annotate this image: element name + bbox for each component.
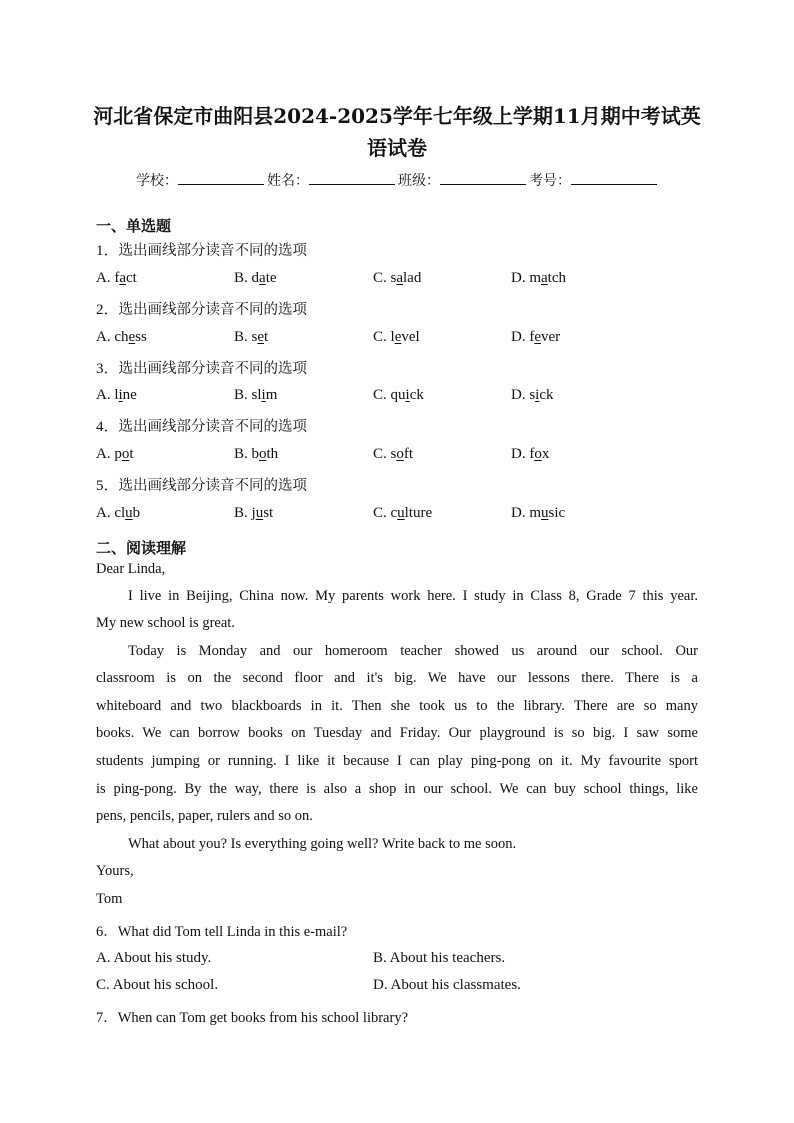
question-number: 4．: [96, 419, 119, 435]
option-text: ss: [135, 329, 147, 345]
option-text: ck: [409, 387, 424, 403]
underlined-letter: e: [128, 329, 136, 345]
option-a[interactable]: [96, 270, 137, 287]
question-1: [96, 239, 307, 260]
underlined-letter: a: [259, 270, 266, 286]
section-heading-reading: 二、阅读理解: [96, 539, 187, 557]
passage-line: My new school is great.: [96, 615, 235, 631]
option-d[interactable]: [511, 387, 554, 404]
option-text: B. s: [234, 329, 258, 345]
option-text: vel: [401, 329, 420, 345]
underlined-letter: u: [541, 505, 549, 521]
underlined-letter: o: [259, 446, 267, 462]
question-number: 2．: [96, 302, 119, 318]
option-c[interactable]: [373, 270, 421, 287]
number-label: 考号：: [529, 173, 571, 189]
title-line-2: 语试卷: [367, 136, 427, 160]
question-2: [96, 298, 307, 319]
option-text: A. cl: [96, 505, 126, 521]
option-b[interactable]: [234, 387, 277, 404]
underlined-letter: a: [396, 270, 404, 286]
option-text: ne: [122, 387, 137, 403]
option-text: b: [132, 505, 141, 521]
option-text: A. p: [96, 446, 122, 462]
option-text: C. qu: [373, 387, 406, 403]
option-text: C. l: [373, 329, 395, 345]
question-text: 选出画线部分读音不同的选项: [118, 361, 308, 377]
option-a[interactable]: [96, 329, 147, 346]
option-a[interactable]: [96, 446, 134, 463]
passage-line: classroom is on the second floor and it's big. We have our lessons there. There is a: [96, 670, 698, 686]
option-a[interactable]: A. About his study.: [96, 950, 212, 966]
class-blank[interactable]: [440, 170, 526, 185]
option-text: lad: [403, 270, 422, 286]
question-text: 选出画线部分读音不同的选项: [118, 419, 308, 435]
option-text: x: [541, 446, 550, 462]
option-text: C. s: [373, 446, 397, 462]
underlined-letter: a: [541, 270, 548, 286]
question-number: 5．: [96, 478, 119, 494]
underlined-letter: i: [405, 387, 410, 403]
option-text: A. l: [96, 387, 119, 403]
underlined-letter: u: [255, 505, 264, 521]
option-text: ft: [403, 446, 414, 462]
option-d[interactable]: [511, 329, 560, 346]
underlined-letter: u: [397, 505, 405, 521]
letter-signature: Tom: [96, 891, 123, 907]
option-text: m: [265, 387, 278, 403]
underlined-letter: a: [119, 270, 126, 286]
option-b[interactable]: [234, 446, 278, 463]
option-d[interactable]: [511, 446, 549, 463]
question-5: [96, 474, 307, 495]
option-b[interactable]: [234, 505, 273, 522]
option-text: ct: [126, 270, 137, 286]
passage-line: books. We can borrow books on Tuesday and Friday. Our playground is so big. I saw some: [96, 725, 698, 741]
option-text: D. f: [511, 446, 535, 462]
option-text: A. ch: [96, 329, 129, 345]
option-text: B. sl: [234, 387, 262, 403]
option-text: C. s: [373, 270, 397, 286]
option-c[interactable]: C. About his school.: [96, 977, 219, 993]
underlined-letter: e: [394, 329, 402, 345]
exam-title: [80, 100, 714, 164]
option-d[interactable]: [511, 270, 566, 287]
option-text: D. m: [511, 505, 541, 521]
option-a[interactable]: [96, 505, 140, 522]
question-6: 6．What did Tom tell Linda in this e-mail?: [96, 924, 348, 940]
option-b[interactable]: [234, 270, 277, 287]
student-info-row: [0, 170, 794, 190]
option-b[interactable]: B. About his teachers.: [373, 950, 506, 966]
option-text: ck: [539, 387, 554, 403]
question-3: [96, 357, 307, 378]
question-number: 3．: [96, 361, 119, 377]
option-b[interactable]: [234, 329, 268, 346]
underlined-letter: i: [261, 387, 266, 403]
option-c[interactable]: [373, 505, 432, 522]
underlined-letter: e: [257, 329, 265, 345]
passage-line: pens, pencils, paper, rulers and so on.: [96, 808, 313, 824]
option-text: th: [266, 446, 279, 462]
option-text: C. c: [373, 505, 398, 521]
underlined-letter: i: [535, 387, 540, 403]
passage-line: What about you? Is everything going well? Write back to me soon.: [128, 836, 517, 852]
option-text: B. j: [234, 505, 256, 521]
passage-line: whiteboard and two blackboards in it. Then she took us to the library. There are so many: [96, 698, 698, 714]
number-blank[interactable]: [571, 170, 657, 185]
question-4: [96, 415, 307, 436]
option-text: D. m: [511, 270, 541, 286]
section-heading-multiple-choice: 一、单选题: [96, 217, 172, 235]
passage-line: is ping-pong. By the way, there is also a shop in our school. We can buy school things, like: [96, 781, 698, 797]
option-d[interactable]: D. About his classmates.: [373, 977, 521, 993]
passage-line: I live in Beijing, China now. My parents work here. I study in Class 8, Grade 7 this year.: [128, 588, 698, 604]
option-text: te: [265, 270, 277, 286]
letter-closing: Yours,: [96, 863, 134, 879]
option-d[interactable]: [511, 505, 565, 522]
option-text: ver: [541, 329, 561, 345]
option-a[interactable]: [96, 387, 137, 404]
underlined-letter: o: [534, 446, 542, 462]
passage-line: students jumping or running. I like it because I can play ping-pong on it. My favourite sport: [96, 753, 698, 769]
school-label: 学校：: [136, 173, 178, 189]
option-text: D. s: [511, 387, 536, 403]
question-number: 1．: [96, 243, 119, 259]
option-text: lture: [404, 505, 433, 521]
option-c[interactable]: [373, 329, 420, 346]
option-c[interactable]: [373, 446, 413, 463]
underlined-letter: u: [125, 505, 133, 521]
underlined-letter: o: [396, 446, 404, 462]
option-text: B. d: [234, 270, 260, 286]
underlined-letter: i: [118, 387, 123, 403]
passage-line: Today is Monday and our homeroom teacher showed us around our school. Our: [128, 643, 698, 659]
option-text: B. b: [234, 446, 260, 462]
question-text: 选出画线部分读音不同的选项: [118, 478, 308, 494]
option-text: D. f: [511, 329, 535, 345]
option-c[interactable]: [373, 387, 424, 404]
question-text: 选出画线部分读音不同的选项: [118, 243, 308, 259]
title-line-1: 河北省保定市曲阳县2024-2025学年七年级上学期11月期中考试英: [93, 104, 701, 128]
option-text: sic: [548, 505, 566, 521]
question-7: 7．When can Tom get books from his school library?: [96, 1010, 409, 1026]
option-text: st: [263, 505, 274, 521]
underlined-letter: o: [121, 446, 130, 462]
underlined-letter: e: [534, 329, 541, 345]
option-text: t: [129, 446, 134, 462]
option-text: t: [264, 329, 269, 345]
option-text: tch: [547, 270, 566, 286]
name-blank[interactable]: [309, 170, 395, 185]
name-label: 姓名：: [267, 173, 309, 189]
question-text: 选出画线部分读音不同的选项: [118, 302, 308, 318]
option-text: A. f: [96, 270, 120, 286]
letter-greeting: Dear Linda,: [96, 561, 166, 577]
class-label: 班级：: [398, 173, 440, 189]
school-blank[interactable]: [178, 170, 264, 185]
